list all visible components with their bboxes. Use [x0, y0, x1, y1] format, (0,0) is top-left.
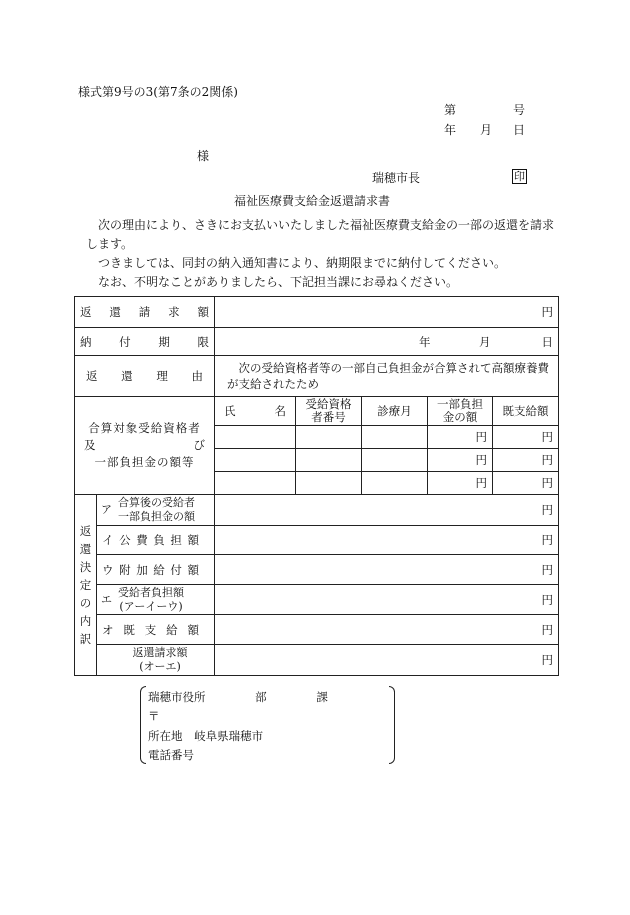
cell-paid[interactable]: 円 — [493, 449, 559, 472]
cell-month[interactable] — [362, 449, 428, 472]
doc-number-suffix: 号 — [513, 103, 526, 117]
body-paragraph-3: なお、不明なことがありましたら、下記担当課にお尋ねください。 — [98, 275, 459, 289]
body-paragraph-2: つきましては、同封の納入通知書により、納期限までに納付してください。 — [98, 256, 507, 270]
form-number: 様式第9号の3(第7条の2関係) — [78, 85, 238, 99]
row-column-headers — [75, 397, 559, 426]
contact-dept: 部 — [255, 690, 267, 704]
document-title: 福祉医療費支給金返還請求書 — [234, 194, 391, 208]
due-year: 年 — [419, 334, 431, 349]
right-bracket — [389, 686, 395, 764]
breakdown-total-value[interactable]: 円 — [215, 645, 559, 676]
breakdown-c-value[interactable]: 円 — [215, 555, 559, 585]
row-refund-amount — [75, 297, 559, 328]
cell-month[interactable] — [362, 426, 428, 449]
reason-label: 返 還 理 由 — [86, 369, 203, 383]
cell-number[interactable] — [296, 449, 362, 472]
breakdown-e-value[interactable]: 円 — [215, 615, 559, 645]
reason-text: 次の受給資格者等の一部自己負担金が合算されて高額療養費が支給されたため — [215, 356, 559, 397]
contact-postal: 〒 — [148, 709, 160, 723]
cell-paid[interactable]: 円 — [493, 426, 559, 449]
breakdown-d-label — [97, 585, 215, 615]
refund-amount-label: 返 還 請 求 額 — [80, 305, 209, 319]
cell-number[interactable] — [296, 426, 362, 449]
col-recipient-number: 受給資格者番号 — [296, 397, 362, 426]
breakdown-a-mark: ア — [101, 503, 112, 516]
combined-label-2: 及 び — [84, 438, 205, 452]
contact-box — [140, 686, 395, 762]
row-breakdown-total — [75, 645, 559, 676]
breakdown-a-value[interactable]: 円 — [215, 495, 559, 526]
cell-name[interactable] — [215, 449, 296, 472]
row-reason — [75, 356, 559, 397]
contact-section: 課 — [316, 690, 328, 704]
due-day: 日 — [541, 334, 553, 349]
refund-amount-field[interactable]: 円 — [215, 297, 559, 328]
breakdown-vertical-label: 返 還 決 定 の 内 訳 — [75, 495, 97, 676]
breakdown-e-label: オ 既 支 給 額 — [97, 615, 215, 645]
contact-address: 岐阜県瑞穂市 — [194, 729, 264, 743]
col-paid-amount: 既支給額 — [493, 397, 559, 426]
row-breakdown-a — [75, 495, 559, 526]
due-month: 月 — [479, 334, 491, 349]
breakdown-a-label — [97, 495, 215, 526]
breakdown-a-text: 合算後の受給者 一部負担金の額 — [118, 496, 195, 523]
row-breakdown-e — [75, 615, 559, 645]
contact-office: 瑞穂市役所 — [148, 690, 206, 704]
addressee-suffix: 様 — [197, 149, 210, 163]
left-bracket — [140, 686, 146, 764]
body-paragraph-1: 次の理由により、さきにお支払いいたしました福祉医療費支給金の一部の返還を請求します。 — [86, 218, 555, 251]
cell-name[interactable] — [215, 472, 296, 495]
contact-address-line — [148, 728, 263, 744]
combined-label-3: 一部負担金の額等 — [94, 455, 195, 469]
refund-table — [74, 296, 559, 676]
date-month: 月 — [480, 123, 493, 137]
row-breakdown-c — [75, 555, 559, 585]
breakdown-d-text: 受給者負担額 (アーイーウ) — [118, 585, 184, 613]
contact-office-line — [148, 689, 328, 705]
seal-mark: 印 — [514, 170, 525, 183]
breakdown-d-mark: エ — [101, 592, 112, 606]
due-date-label: 納 付 期 限 — [80, 334, 209, 349]
combined-label-1: 合算対象受給資格者 — [88, 421, 201, 435]
issuer-name: 瑞穂市長 — [372, 171, 421, 185]
row-due-date — [75, 328, 559, 356]
row-breakdown-d — [75, 585, 559, 615]
breakdown-d-value[interactable]: 円 — [215, 585, 559, 615]
doc-number-prefix: 第 — [444, 103, 457, 117]
contact-address-label: 所在地 — [148, 729, 183, 743]
due-date-field[interactable] — [215, 328, 559, 356]
col-treatment-month: 診療月 — [362, 397, 428, 426]
breakdown-b-value[interactable]: 円 — [215, 526, 559, 555]
date-day: 日 — [513, 123, 526, 137]
breakdown-total-label: 返還請求額 (オーエ) — [97, 645, 215, 676]
breakdown-b-label: イ 公 費 負 担 額 — [97, 526, 215, 555]
cell-copay[interactable]: 円 — [428, 449, 493, 472]
breakdown-c-label: ウ 附 加 給 付 額 — [97, 555, 215, 585]
col-copay-amount: 一部負担金の額 — [428, 397, 493, 426]
cell-copay[interactable]: 円 — [428, 472, 493, 495]
col-name: 氏 名 — [215, 397, 296, 426]
cell-name[interactable] — [215, 426, 296, 449]
cell-number[interactable] — [296, 472, 362, 495]
date-year: 年 — [444, 123, 457, 137]
row-breakdown-b — [75, 526, 559, 555]
body-text — [86, 216, 556, 292]
cell-month[interactable] — [362, 472, 428, 495]
cell-copay[interactable]: 円 — [428, 426, 493, 449]
cell-paid[interactable]: 円 — [493, 472, 559, 495]
combined-label — [75, 397, 215, 495]
contact-phone-label: 電話番号 — [148, 748, 194, 762]
